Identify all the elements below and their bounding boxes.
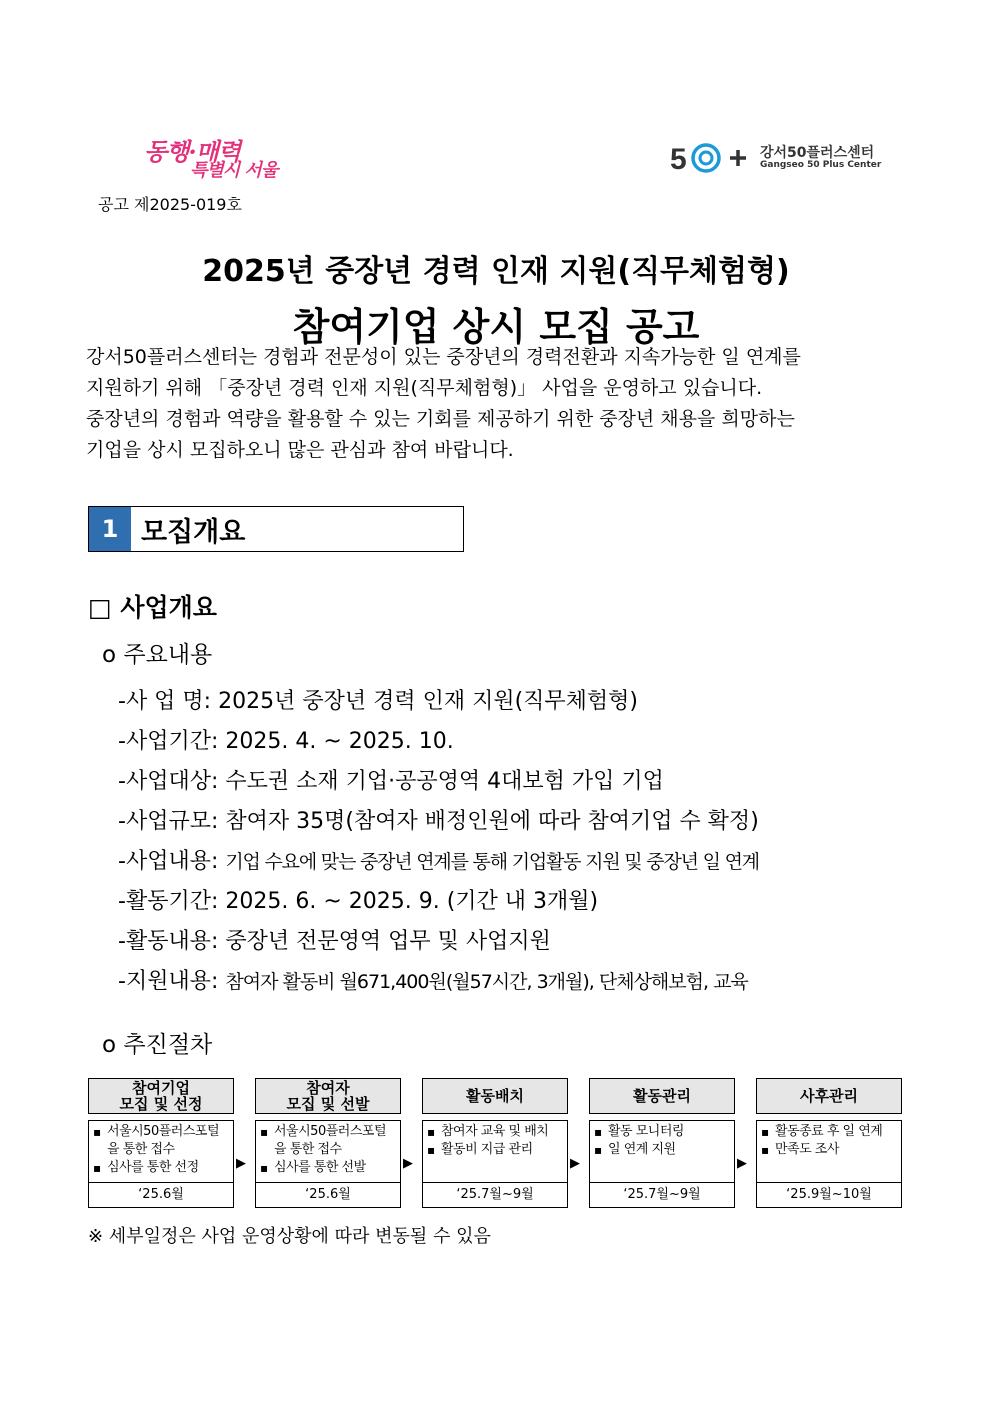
procedure-step bbox=[255, 1078, 401, 1208]
detail-label: -사업대상: bbox=[118, 769, 219, 794]
detail-row bbox=[118, 804, 759, 835]
center-name-ko: 강서50플러스센터 bbox=[760, 145, 875, 161]
section-header bbox=[88, 506, 464, 552]
detail-row bbox=[118, 684, 638, 715]
procedure-step-title bbox=[589, 1078, 735, 1114]
detail-value: 기업 수요에 맞는 중장년 연계를 통해 기업활동 지원 및 중장년 일 연계 bbox=[225, 851, 759, 873]
intro-line: 중장년의 경험과 역량을 활용할 수 있는 기회를 제공하기 위한 중장년 채용을 희망하는 bbox=[86, 408, 795, 430]
detail-row bbox=[118, 884, 598, 915]
svg-text:5: 5 bbox=[670, 143, 687, 176]
procedure-step-period: ‘25.7월~9월 bbox=[589, 1182, 735, 1208]
flow-arrow-icon: ▶ bbox=[403, 1156, 413, 1171]
detail-value: 2025. 6. ~ 2025. 9. (기간 내 3개월) bbox=[225, 889, 599, 914]
center-name-en: Gangseo 50 Plus Center bbox=[760, 160, 882, 170]
procedure-step bbox=[756, 1078, 902, 1208]
procedure-step bbox=[88, 1078, 234, 1208]
detail-value: 참여자 활동비 월671,400원(월57시간, 3개월), 단체상해보험, 교육 bbox=[225, 971, 748, 993]
detail-label: -사업내용: bbox=[118, 849, 219, 874]
detail-label: -활동내용: bbox=[118, 929, 219, 954]
step-item: ▪ 서울시50플러스포털을 통한 접수 bbox=[93, 1123, 231, 1159]
step-title-line1: 사후관리 bbox=[800, 1087, 858, 1105]
detail-row bbox=[118, 844, 759, 875]
detail-row bbox=[118, 724, 454, 755]
title-line2: 참여기업 상시 모집 공고 bbox=[292, 305, 700, 349]
detail-value: 2025년 중장년 경력 인재 지원(직무체험형) bbox=[218, 689, 639, 714]
detail-label: -지원내용: bbox=[118, 969, 219, 994]
step-title-line1: 참여기업 bbox=[132, 1079, 190, 1097]
step-item: ▪ 심사를 통한 선정 bbox=[93, 1159, 231, 1177]
intro-paragraph bbox=[86, 342, 902, 466]
procedure-heading: o 추진절차 bbox=[102, 1032, 213, 1058]
main-contents-heading: o 주요내용 bbox=[102, 642, 213, 668]
step-item: ▪ 활동 모니터링 bbox=[594, 1123, 732, 1141]
step-title-line1: 활동배치 bbox=[466, 1087, 524, 1105]
step-item: ▪ 활동비 지급 관리 bbox=[427, 1141, 565, 1159]
seoul-slogan-logo bbox=[140, 132, 290, 182]
procedure-step bbox=[422, 1078, 568, 1208]
procedure-step-title bbox=[255, 1078, 401, 1114]
flow-arrow-icon: ▶ bbox=[236, 1156, 246, 1171]
subsection-title: □ 사업개요 bbox=[88, 593, 217, 622]
procedure-step-body bbox=[255, 1120, 401, 1182]
notice-number: 공고 제2025-019호 bbox=[98, 195, 242, 214]
detail-label: -활동기간: bbox=[118, 889, 219, 914]
detail-label: -사업기간: bbox=[118, 729, 219, 754]
detail-label: -사업규모: bbox=[118, 809, 219, 834]
step-title-line1: 활동관리 bbox=[633, 1087, 691, 1105]
procedure-step-period: ‘25.6월 bbox=[88, 1182, 234, 1208]
section-title: 모집개요 bbox=[141, 516, 246, 548]
procedure-step bbox=[589, 1078, 735, 1208]
intro-line: 지원하기 위해 「중장년 경력 인재 지원(직무체험형)」 사업을 운영하고 있습니다. bbox=[86, 377, 763, 399]
intro-line: 강서50플러스센터는 경험과 전문성이 있는 중장년의 경력전환과 지속가능한 일 연계를 bbox=[86, 346, 801, 368]
step-title-line2: 모집 및 선정 bbox=[119, 1095, 203, 1113]
section-number: 1 bbox=[89, 507, 131, 551]
detail-row bbox=[118, 964, 748, 995]
procedure-step-body bbox=[756, 1120, 902, 1182]
step-item: ▪ 활동종료 후 일 연계 bbox=[761, 1123, 899, 1141]
procedure-step-period: ‘25.6월 bbox=[255, 1182, 401, 1208]
flow-arrow-icon: ▶ bbox=[570, 1156, 580, 1171]
seoul-slogan-line1: 동행·매력 bbox=[144, 137, 241, 166]
gangseo-50plus-logo bbox=[668, 138, 888, 178]
procedure-step-title bbox=[88, 1078, 234, 1114]
procedure-step-title bbox=[422, 1078, 568, 1114]
step-title-line2: 모집 및 선발 bbox=[286, 1095, 370, 1113]
procedure-step-title bbox=[756, 1078, 902, 1114]
procedure-step-period: ‘25.9월~10월 bbox=[756, 1182, 902, 1208]
footnote: ※ 세부일정은 사업 운영상황에 따라 변동될 수 있음 bbox=[88, 1226, 491, 1247]
step-title-line1: 참여자 bbox=[306, 1079, 350, 1097]
procedure-step-period: ‘25.7월~9월 bbox=[422, 1182, 568, 1208]
step-item: ▪ 심사를 통한 선발 bbox=[260, 1159, 398, 1177]
detail-label: -사 업 명: bbox=[118, 689, 212, 714]
detail-value: 중장년 전문영역 업무 및 사업지원 bbox=[225, 929, 551, 954]
detail-row bbox=[118, 924, 551, 955]
50plus-mark-icon bbox=[668, 138, 748, 178]
detail-value: 수도권 소재 기업·공공영역 4대보험 가입 기업 bbox=[225, 769, 664, 794]
step-item: ▪ 서울시50플러스포털을 통한 접수 bbox=[260, 1123, 398, 1159]
step-item: ▪ 만족도 조사 bbox=[761, 1141, 899, 1159]
step-item: ▪ 참여자 교육 및 배치 bbox=[427, 1123, 565, 1141]
detail-row bbox=[118, 764, 664, 795]
title-line1: 2025년 중장년 경력 인재 지원(직무체험형) bbox=[202, 254, 790, 289]
detail-value: 참여자 35명(참여자 배정인원에 따라 참여기업 수 확정) bbox=[225, 809, 759, 834]
procedure-step-body bbox=[88, 1120, 234, 1182]
flow-arrow-icon: ▶ bbox=[737, 1156, 747, 1171]
detail-value: 2025. 4. ~ 2025. 10. bbox=[225, 729, 454, 754]
step-item: ▪ 일 연계 지원 bbox=[594, 1141, 732, 1159]
seoul-slogan-line2: 특별시 서울 bbox=[190, 160, 278, 181]
procedure-step-body bbox=[589, 1120, 735, 1182]
intro-line: 기업을 상시 모집하오니 많은 관심과 참여 바랍니다. bbox=[86, 439, 514, 461]
procedure-step-body bbox=[422, 1120, 568, 1182]
